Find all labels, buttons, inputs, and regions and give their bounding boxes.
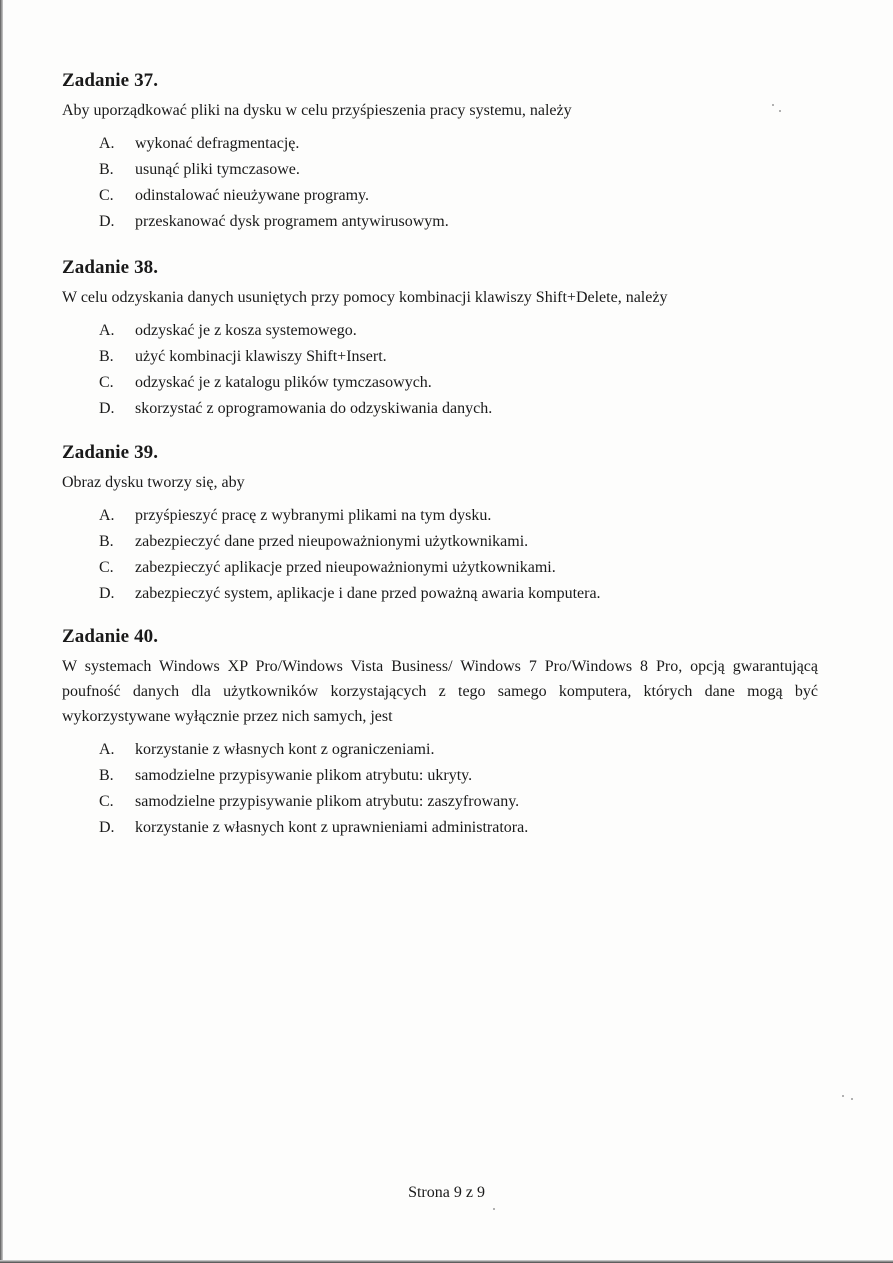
answer-text: korzystanie z własnych kont z uprawnieniami administratora. <box>135 819 529 836</box>
answer-list <box>62 318 822 422</box>
answer-letter: C. <box>99 187 114 204</box>
answer-letter: C. <box>99 559 114 576</box>
answer-letter: A. <box>99 741 115 758</box>
answer-text: wykonać defragmentację. <box>135 135 300 152</box>
answer-text: odzyskać je z katalogu plików tymczasowych. <box>135 374 432 391</box>
answer-option-b <box>62 763 822 789</box>
scan-speck <box>493 1208 495 1210</box>
task-title: Zadanie 38. <box>62 257 159 278</box>
task-title: Zadanie 37. <box>62 70 159 91</box>
answer-option-a <box>62 737 822 763</box>
task-37 <box>62 69 822 235</box>
answer-option-b <box>62 344 822 370</box>
answer-letter: A. <box>99 135 115 152</box>
answer-option-c <box>62 555 822 581</box>
task-question: W celu odzyskania danych usuniętych przy pomocy kombinacji klawiszy Shift+Delete, należy <box>62 289 668 306</box>
answer-option-a <box>62 503 822 529</box>
answer-letter: B. <box>99 348 114 365</box>
answer-text: odinstalować nieużywane programy. <box>135 187 369 204</box>
answer-option-b <box>62 157 822 183</box>
answer-option-c <box>62 370 822 396</box>
answer-text: przyśpieszyć pracę z wybranymi plikami na tym dysku. <box>135 507 492 524</box>
answer-list <box>62 131 822 235</box>
page-number: Strona 9 z 9 <box>408 1184 485 1201</box>
answer-letter: C. <box>99 793 114 810</box>
scan-edge-left <box>0 0 3 1263</box>
answer-option-b <box>62 529 822 555</box>
task-title: Zadanie 39. <box>62 442 159 463</box>
task-40 <box>62 625 822 841</box>
answer-text: samodzielne przypisywanie plikom atrybutu: zaszyfrowany. <box>135 793 520 810</box>
answer-option-d <box>62 396 822 422</box>
task-question: Aby uporządkować pliki na dysku w celu przyśpieszenia pracy systemu, należy <box>62 102 572 119</box>
answer-letter: D. <box>99 585 115 602</box>
answer-letter: D. <box>99 819 115 836</box>
answer-option-d <box>62 581 822 607</box>
task-title: Zadanie 40. <box>62 626 159 647</box>
answer-text: użyć kombinacji klawiszy Shift+Insert. <box>135 348 387 365</box>
answer-list <box>62 737 822 841</box>
answer-letter: A. <box>99 507 115 524</box>
answer-option-c <box>62 183 822 209</box>
task-question: W systemach Windows XP Pro/Windows Vista Business/ Windows 7 Pro/Windows 8 Pro, opcją gwarantującą poufność danych dla użytkowników korzystających z tego samego komputera, których dane mogą być wykorzystywane wyłącznie przez nich samych, jest <box>62 658 818 725</box>
answer-letter: D. <box>99 213 115 230</box>
task-39 <box>62 441 822 607</box>
answer-letter: B. <box>99 767 114 784</box>
answer-text: usunąć pliki tymczasowe. <box>135 161 300 178</box>
answer-text: odzyskać je z kosza systemowego. <box>135 322 357 339</box>
answer-letter: D. <box>99 400 115 417</box>
answer-option-a <box>62 318 822 344</box>
answer-option-d <box>62 209 822 235</box>
answer-option-d <box>62 815 822 841</box>
scan-speck <box>842 1095 844 1097</box>
answer-letter: B. <box>99 533 114 550</box>
task-38 <box>62 256 822 422</box>
scan-speck <box>851 1098 853 1100</box>
answer-letter: C. <box>99 374 114 391</box>
answer-text: przeskanować dysk programem antywirusowym. <box>135 213 449 230</box>
answer-option-a <box>62 131 822 157</box>
answer-letter: B. <box>99 161 114 178</box>
answer-text: zabezpieczyć aplikacje przed nieupoważnionymi użytkownikami. <box>135 559 556 576</box>
answer-letter: A. <box>99 322 115 339</box>
answer-text: zabezpieczyć system, aplikacje i dane przed poważną awaria komputera. <box>135 585 601 602</box>
answer-text: zabezpieczyć dane przed nieupoważnionymi użytkownikami. <box>135 533 529 550</box>
task-question: Obraz dysku tworzy się, aby <box>62 474 245 491</box>
answer-list <box>62 503 822 607</box>
answer-option-c <box>62 789 822 815</box>
answer-text: samodzielne przypisywanie plikom atrybutu: ukryty. <box>135 767 473 784</box>
answer-text: korzystanie z własnych kont z ograniczeniami. <box>135 741 435 758</box>
answer-text: skorzystać z oprogramowania do odzyskiwania danych. <box>135 400 493 417</box>
